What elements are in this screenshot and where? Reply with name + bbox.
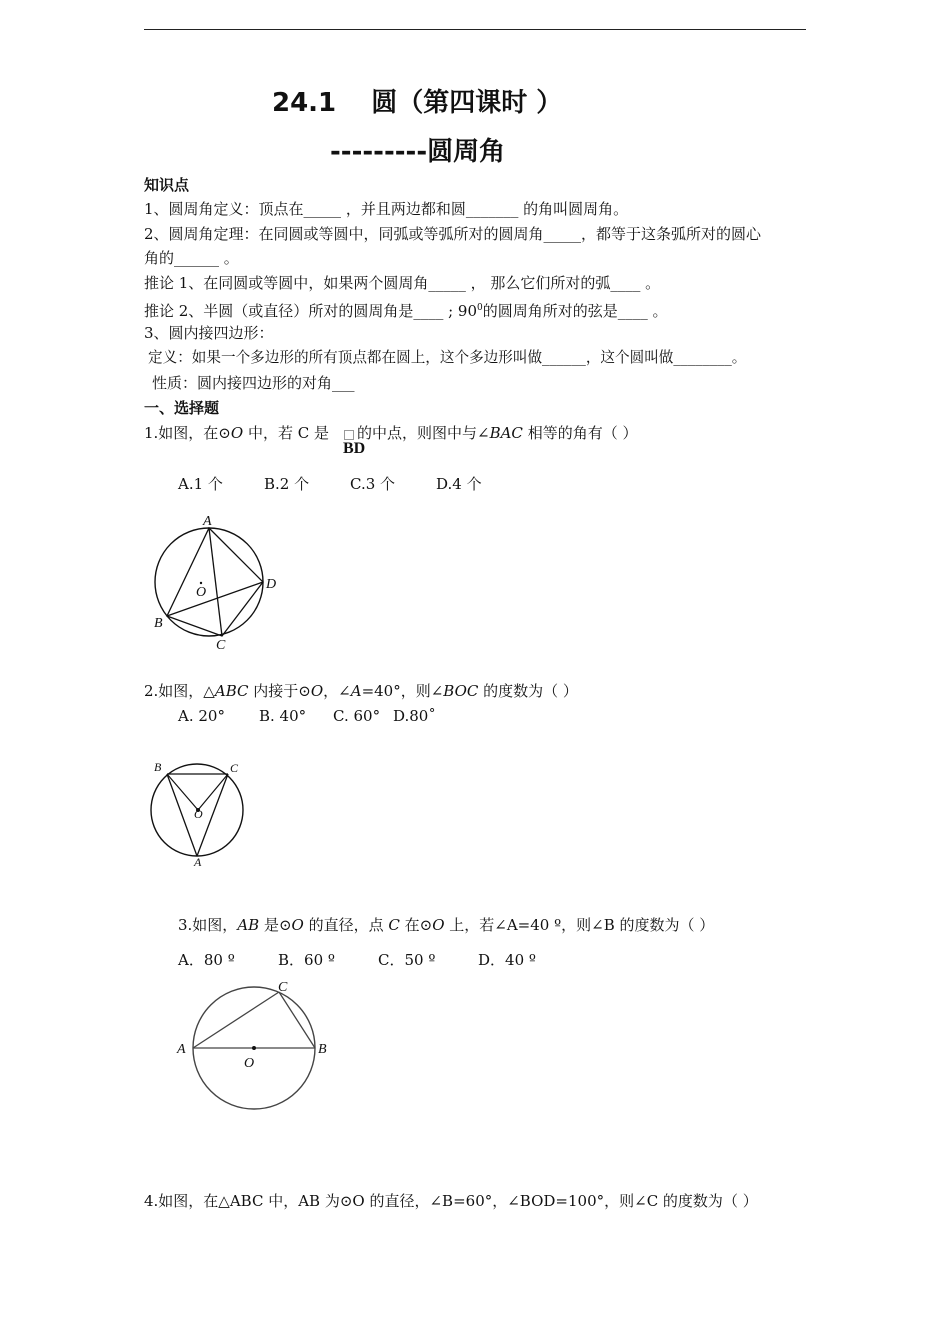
q3-option-c[interactable]: C．50 º <box>378 951 436 969</box>
q1-stem-c: 的中点，则图中与∠ <box>357 424 490 442</box>
q1-label-b: B <box>154 616 163 631</box>
q2-figure <box>146 758 256 870</box>
q1-chord-ac <box>209 528 222 636</box>
knowledge-line-1: 1、圆周角定义：顶点在_____ ，并且两边都和圆_______ 的角叫圆周角。 <box>144 200 629 218</box>
q1-label-c: C <box>216 638 226 653</box>
q3-stem-d: 在⊙ <box>399 916 433 934</box>
knowledge-line-3: 推论 1、在同圆或等圆中，如果两个圆周角_____ ， 那么它们所对的弧____ 。 <box>144 274 661 292</box>
knowledge-line-7: 性质：圆内接四边形的对角___ <box>152 374 355 392</box>
q1-option-b[interactable]: B.2 个 <box>264 475 310 493</box>
q3-stem <box>178 915 714 935</box>
q3-option-a[interactable]: A．80 º <box>178 951 235 969</box>
arc-symbol <box>344 430 354 440</box>
header-rule <box>144 29 806 30</box>
q3-circle-name: O <box>291 916 304 934</box>
q2-angle-a: A <box>350 682 362 700</box>
q2-stem-b: 内接于⊙ <box>248 682 311 700</box>
q1-stem <box>144 423 637 443</box>
knowledge-line-2a: 2、圆周角定理：在同圆或等圆中，同弧或等弧所对的圆周角_____，都等于这条弧所对的圆心 <box>144 225 762 243</box>
q2-stem-c: ，∠ <box>323 682 351 700</box>
knowledge-heading: 知识点 <box>144 176 190 194</box>
q3-center-dot <box>252 1046 256 1050</box>
q3-figure <box>172 975 337 1115</box>
q1-stem-b: 中，若 C 是 <box>243 424 329 442</box>
knowledge-line-4a: 推论 2、半圆（或直径）所对的圆周角是____ ; 90 <box>144 302 477 320</box>
q2-label-o: O <box>194 807 203 821</box>
knowledge-line-4b: 的圆周角所对的弦是____ 。 <box>482 302 668 320</box>
page-subtitle: ---------圆周角 <box>330 137 506 167</box>
q1-stem-d: 相等的角有（ ） <box>522 424 638 442</box>
q1-circle-name: O <box>230 424 244 442</box>
q1-option-d[interactable]: D.4 个 <box>436 475 482 493</box>
q2-option-b[interactable]: B. 40° <box>259 707 307 725</box>
q4-stem: 4.如图，在△ABC 中，AB 为⊙O 的直径，∠B=60°，∠BOD=100°，则∠C 的度数为（ ） <box>144 1192 758 1210</box>
q2-label-c: C <box>230 761 239 775</box>
q3-label-o: O <box>244 1056 255 1071</box>
q2-option-d[interactable]: D.80˚ <box>393 707 436 725</box>
q3-label-b: B <box>318 1042 327 1057</box>
q2-stem-a: 2.如图，△ <box>144 682 215 700</box>
q2-label-a: A <box>194 855 202 869</box>
q2-label-b: B <box>154 760 162 774</box>
q3-stem-a: 3.如图， <box>178 916 238 934</box>
q3-label-a: A <box>177 1042 186 1057</box>
q2-stem-d: =40°，则∠ <box>361 682 444 700</box>
knowledge-line-5: 3、圆内接四边形： <box>144 324 274 342</box>
page-title: 24.1 圆（第四课时 ） <box>272 88 563 118</box>
section-heading: 一、选择题 <box>144 399 220 417</box>
q2-angle: BOC <box>443 682 479 700</box>
q1-stem-a: 1.如图，在⊙ <box>144 424 231 442</box>
q2-radius-ob <box>167 774 198 810</box>
q3-option-b[interactable]: B．60 º <box>278 951 335 969</box>
knowledge-line-2b: 角的______ 。 <box>144 249 239 267</box>
q1-label-a: A <box>203 514 212 529</box>
q3-point-c: C <box>388 916 400 934</box>
q2-circle-name: O <box>310 682 324 700</box>
knowledge-line-6: 定义：如果一个多边形的所有顶点都在圆上，这个多边形叫做______，这个圆叫做________。 <box>148 349 747 366</box>
q2-radius-oc <box>198 774 228 810</box>
q3-diameter: AB <box>237 916 260 934</box>
q2-triangle: ABC <box>214 682 249 700</box>
q3-stem-c: 的直径，点 <box>303 916 389 934</box>
q1-option-c[interactable]: C.3 个 <box>350 475 396 493</box>
q2-option-a[interactable]: A. 20° <box>178 707 225 725</box>
q1-label-d: D <box>266 577 277 592</box>
q1-arc-label: BD <box>343 440 366 457</box>
q2-stem-e: 的度数为（ ） <box>478 682 578 700</box>
q3-chord-bc <box>279 992 315 1048</box>
q3-stem-b: 是⊙ <box>259 916 292 934</box>
q1-angle: BAC <box>489 424 523 442</box>
q2-stem <box>144 681 578 701</box>
q3-stem-e: 上，若∠A=40 º，则∠B 的度数为（ ） <box>444 916 715 934</box>
q3-label-c: C <box>278 980 288 995</box>
q1-figure <box>146 512 286 654</box>
q3-chord-ac <box>193 992 279 1048</box>
q1-circle <box>155 528 263 636</box>
q3-option-d[interactable]: D．40 º <box>478 951 536 969</box>
knowledge-line-4 <box>144 298 668 321</box>
q2-option-c[interactable]: C. 60° <box>333 707 381 725</box>
degree-sup: 0 <box>477 303 483 313</box>
q2-chord-ab <box>167 774 197 856</box>
q1-center-dot <box>200 582 202 584</box>
q1-option-a[interactable]: A.1 个 <box>178 475 223 493</box>
q3-circle-name-2: O <box>432 916 445 934</box>
q1-label-o: O <box>196 585 207 600</box>
